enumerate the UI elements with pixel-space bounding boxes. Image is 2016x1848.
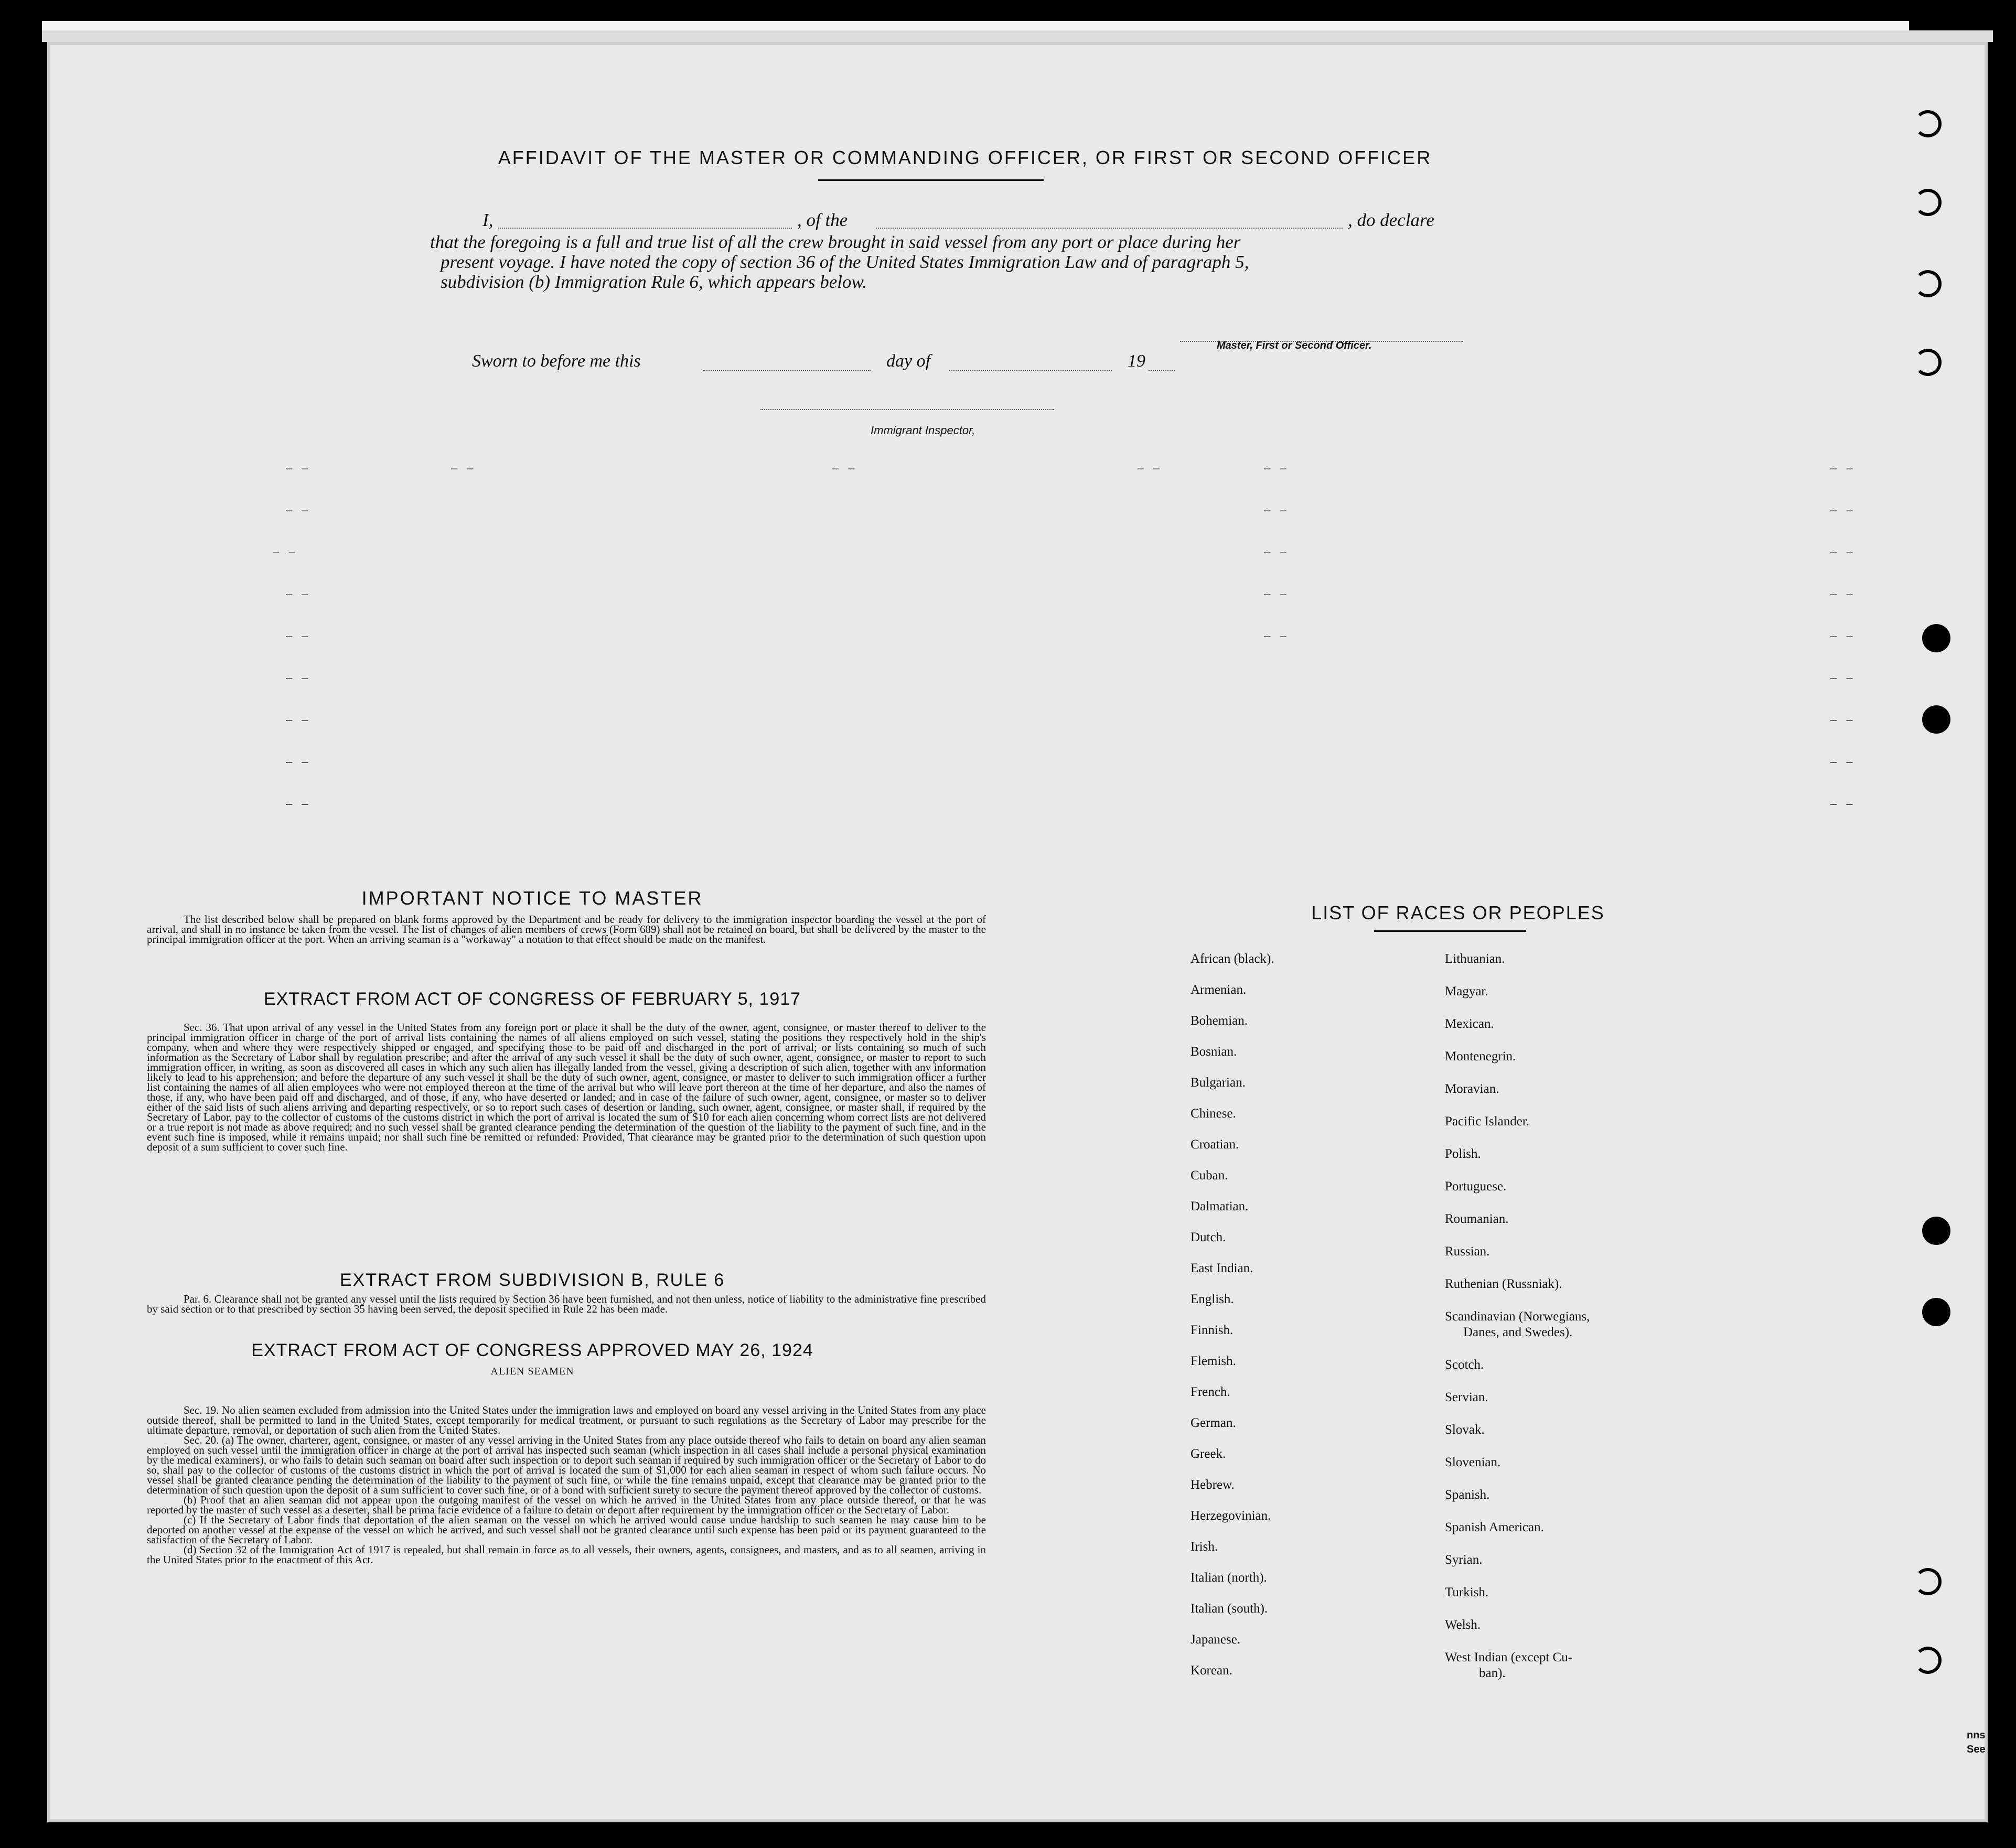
back-page-edge-2 [42, 30, 1993, 42]
section-19-paragraph: Sec. 19. No alien seamen excluded from admission into the United States under the immigration laws and employed on board any vessel arriving in the United States from any place outside thereof, shall be permitted to land in the United States, except temporarily for medical treatment, or pursuant to such regulations as the Secretary of Labor may prescribe for the ultimate departure, removal, or deportation of such alien from the United States. [147, 1404, 986, 1436]
declaration-block [372, 210, 1474, 346]
race-item: Bosnian. [1191, 1045, 1237, 1059]
sworn-year-field[interactable] [1149, 351, 1175, 371]
notice-title: IMPORTANT NOTICE TO MASTER [361, 887, 703, 909]
binder-hole-icon [1914, 1568, 1942, 1595]
declaration-line-3: subdivision (b) Immigration Rule 6, which appears below. [441, 272, 867, 292]
race-item: Roumanian. [1445, 1212, 1509, 1226]
ditto-mark: – – [1830, 587, 1856, 600]
race-item: Flemish. [1191, 1354, 1236, 1368]
ditto-mark: – – [1264, 545, 1290, 558]
ditto-mark: – – [1830, 671, 1856, 684]
section-20d-paragraph: (d) Section 32 of the Immigration Act of 1917 is repealed, but shall remain in force as to all vessels, their owners, agents, consignees, and masters, and as to all seamen, arriving in the United States prior to the enactment of this Act. [147, 1543, 986, 1566]
race-item: Scotch. [1445, 1358, 1484, 1372]
declarant-name-field[interactable] [498, 210, 792, 229]
ditto-mark: – – [1830, 629, 1856, 642]
race-item: Slovenian. [1445, 1455, 1501, 1469]
race-item: Dalmatian. [1191, 1199, 1249, 1213]
race-item: Cuban. [1191, 1168, 1228, 1183]
race-item: Spanish. [1445, 1488, 1490, 1502]
binder-hole-icon [1914, 110, 1942, 137]
sworn-month-field[interactable] [949, 351, 1112, 371]
declaration-line-1: that the foregoing is a full and true list of all the crew brought in said vessel from any port or place during her [430, 232, 1241, 252]
ditto-mark: – – [286, 503, 312, 517]
race-item: West Indian (except Cu- [1445, 1650, 1573, 1664]
race-item: Bohemian. [1191, 1014, 1248, 1028]
ditto-mark: – – [1830, 545, 1856, 558]
race-item: Montenegrin. [1445, 1049, 1516, 1063]
race-item: Welsh. [1445, 1618, 1481, 1632]
inspector-signature-field[interactable] [760, 404, 1054, 410]
binder-hole-icon [1922, 705, 1950, 734]
race-item: Finnish. [1191, 1323, 1234, 1337]
master-signature-label: Master, First or Second Officer. [1217, 340, 1372, 351]
race-item: Mexican. [1445, 1017, 1494, 1031]
declaration-line-2: present voyage. I have noted the copy of section 36 of the United States Immigration Law and of paragraph 5, [441, 252, 1249, 272]
extract-1917-body: Sec. 36. That upon arrival of any vessel in the United States from any foreign port or place it shall be the duty of the owner, agent, consignee, or master thereof to deliver to the principal immigration officer in charge of the port of arrival lists containing the names of all aliens employed on such vessel, stating the positions they respectively hold in the ship's company, when and where they were respectively shipped or engaged, and specifying those to be paid off and discharged in the port of arrival; or lists containing so much of such information as the Secretary of Labor shall by regulation prescribe; and after the arrival of any such vessel it shall be the duty of such owner, agent, consignee, or master to report to such immigration officer, in writing, as soon as discovered all cases in which any such alien has illegally landed from the vessel, giving a description of such alien, together with any information likely to lead to his apprehension; and before the departure of any such vessel it shall be the duty of such owner, agent, consignee, or master to deliver to such immigration officer a further list containing the names of all alien employees who were not employed thereon at the time of the arrival but who will leave port thereon at the time of her departure, and also the names of those, if any, who have been paid off and discharged, and of those, if any, who have deserted or landed; and in case of the failure of such owner, agent, consignee, or master so to deliver either of the said lists of such aliens arriving and departing respectively, or so to report such cases of desertion or landing, such owner, agent, consignee, or master shall, if required by the Secretary of Labor, pay to the collector of customs of the customs district in which the port of arrival is located the sum of $10 for each alien concerning whom correct lists are not delivered or a true report is not made as above required; and no such vessel shall be granted clearance pending the determination of the question of the liability to the payment of such fine, and in the event such fine is imposed, while it remains unpaid; nor shall such fine be remitted or refunded: Provided, That clearance may be granted prior to the determination of such question upon deposit of a sum sufficient to cover such fine. [147, 1021, 986, 1153]
section-20b-paragraph: (b) Proof that an alien seaman did not appear upon the outgoing manifest of the vessel on which he arrived in the United States from any place outside thereof, or that he was reported by the master of such vessel as a deserter, shall be prima facie evidence of a failure to detain or deport after requirement by the immigration officer or the Secretary of Labor. [147, 1494, 986, 1516]
ditto-mark: – – – – – – – – [286, 461, 1163, 475]
ditto-mark: – – [1830, 755, 1856, 768]
ditto-mark: – – [1830, 461, 1856, 475]
race-item: Magyar. [1445, 984, 1488, 998]
notice-body: The list described below shall be prepared on blank forms approved by the Department and be ready for delivery to the immigration inspector boarding the vessel at the port of arrival, and shall in no instance be taken from the vessel. The list of changes of alien members of crews (Form 689) shall not be retained on board, but shall be delivered by the master to the principal immigration officer at the port. When an arriving seaman is a "workaway" a notation to that effect should be made on the manifest. [147, 913, 986, 946]
races-title-underline [1374, 930, 1526, 932]
binder-hole-icon [1922, 624, 1950, 652]
of-the-label: , of the [797, 210, 848, 230]
race-item: African (black). [1191, 952, 1274, 966]
ditto-mark: – – [273, 545, 298, 558]
race-item: ban). [1479, 1666, 1506, 1680]
race-item: Italian (south). [1191, 1602, 1268, 1616]
race-item: Irish. [1191, 1540, 1218, 1554]
vessel-name-field[interactable] [876, 210, 1343, 229]
race-item: Syrian. [1445, 1553, 1483, 1567]
extract-1924-title: EXTRACT FROM ACT OF CONGRESS APPROVED MAY 26, 1924 [251, 1340, 813, 1360]
corner-fragment-1: nns [1967, 1729, 1986, 1741]
binder-hole-icon [1914, 270, 1942, 297]
sworn-day-field[interactable] [703, 351, 871, 371]
binder-hole-icon [1922, 1298, 1950, 1326]
ditto-mark: – – [286, 713, 312, 726]
race-item: Herzegovinian. [1191, 1509, 1271, 1523]
ditto-mark: – – [286, 629, 312, 642]
binder-hole-icon [1914, 189, 1942, 216]
ditto-mark: – – [286, 587, 312, 600]
race-item: Japanese. [1191, 1632, 1241, 1647]
do-declare-label: , do declare [1348, 210, 1434, 230]
form-page [47, 42, 1988, 1822]
race-item: German. [1191, 1416, 1236, 1430]
ditto-mark: – – [1264, 629, 1290, 642]
race-item: English. [1191, 1292, 1234, 1306]
race-item: Turkish. [1445, 1585, 1489, 1599]
binder-hole-icon [1914, 349, 1942, 376]
race-item: Scandinavian (Norwegians, [1445, 1309, 1590, 1324]
subdivision-b-body: Par. 6. Clearance shall not be granted any vessel until the lists required by Section 36 have been furnished, and not then unless, notice of liability to the administrative fine prescribed by said section or to that prescribed by section 35 having been served, the deposit specified in Rule 22 has been made. [147, 1293, 986, 1315]
sworn-label: Sworn to before me this [472, 351, 641, 371]
race-item: Bulgarian. [1191, 1076, 1246, 1090]
ditto-mark: – – [1264, 503, 1290, 517]
race-item: Polish. [1445, 1147, 1481, 1161]
extract-1924-subtitle: ALIEN SEAMEN [490, 1366, 574, 1377]
race-item: Italian (north). [1191, 1571, 1267, 1585]
race-item: Dutch. [1191, 1230, 1226, 1244]
race-item: Hebrew. [1191, 1478, 1235, 1492]
section-20c-paragraph: (c) If the Secretary of Labor finds that deportation of the alien seaman on the vessel on which he arrived would cause undue hardship to such seamen he may cause him to be deported on another vessel at the expense of the vessel on which he arrived, and such vessel shall not be granted clearance until such expense has been paid or its payment guaranteed to the satisfaction of the Secretary of Labor. [147, 1513, 986, 1546]
race-item: French. [1191, 1385, 1230, 1399]
race-item: Spanish American. [1445, 1520, 1544, 1534]
extract-1924-body [147, 1405, 986, 1565]
races-title: LIST OF RACES OR PEOPLES [1311, 902, 1605, 923]
race-item: Ruthenian (Russniak). [1445, 1277, 1562, 1291]
race-item: Slovak. [1445, 1423, 1485, 1437]
title-underline [818, 179, 1044, 181]
race-item: Greek. [1191, 1447, 1226, 1461]
ditto-mark: – – [286, 797, 312, 810]
section-20a-paragraph: Sec. 20. (a) The owner, charterer, agent, consignee, or master of any vessel arriving in the United States from any place outside thereof who fails to detain on board any alien seaman employed on such vessel until the immigration officer in charge at the port of arrival has inspected such seaman (which inspection in all cases shall include a personal physical examination by the medical examiners), or who fails to detain such seaman on board after such inspection or to deport such seaman if required by such immigration officer or the Secretary of Labor to do so, shall pay to the collector of customs of the customs district in which the port of arrival is located the sum of $1,000 for each alien seaman in respect of whom such failure occurs. No vessel shall be granted clearance pending the determination of the liability to the payment of such fine, or while the fine remains unpaid, except that clearance may be granted prior to the determination of such question upon the deposit of a sum sufficient to cover such fine, or of a bond with sufficient surety to secure the payment thereof approved by the collector of customs. [147, 1434, 986, 1496]
ditto-mark: – – [1264, 587, 1290, 600]
subdivision-b-title: EXTRACT FROM SUBDIVISION B, RULE 6 [339, 1270, 725, 1290]
sworn-line [472, 351, 1259, 378]
inspector-label: Immigrant Inspector, [871, 424, 975, 437]
ditto-mark: – – [1264, 461, 1290, 475]
affidavit-title: AFFIDAVIT OF THE MASTER OR COMMANDING OFFICER, OR FIRST OR SECOND OFFICER [498, 147, 1432, 168]
race-item: Russian. [1445, 1244, 1490, 1259]
race-item: Portuguese. [1445, 1179, 1507, 1194]
declarant-prefix: I, [482, 210, 494, 230]
ditto-mark: – – [286, 755, 312, 768]
year-prefix: 19 [1128, 351, 1145, 371]
extract-1917-title: EXTRACT FROM ACT OF CONGRESS OF FEBRUARY 5, 1917 [263, 989, 801, 1009]
ditto-mark: – – [1830, 713, 1856, 726]
race-item: Chinese. [1191, 1106, 1236, 1121]
race-item: Moravian. [1445, 1082, 1499, 1096]
race-item: Danes, and Swedes). [1463, 1325, 1573, 1339]
binder-hole-icon [1922, 1217, 1950, 1245]
race-item: Pacific Islander. [1445, 1114, 1530, 1129]
day-of-label: day of [886, 351, 931, 371]
corner-fragment-2: See [1967, 1744, 1986, 1755]
race-item: Armenian. [1191, 983, 1247, 997]
race-item: Servian. [1445, 1390, 1488, 1404]
race-item: East Indian. [1191, 1261, 1253, 1275]
ditto-mark: – – [1830, 503, 1856, 517]
race-item: Lithuanian. [1445, 952, 1505, 966]
race-item: Croatian. [1191, 1137, 1239, 1152]
race-item: Korean. [1191, 1663, 1232, 1678]
ditto-mark: – – [286, 671, 312, 684]
ditto-mark: – – [1830, 797, 1856, 810]
binder-hole-icon [1914, 1647, 1942, 1674]
